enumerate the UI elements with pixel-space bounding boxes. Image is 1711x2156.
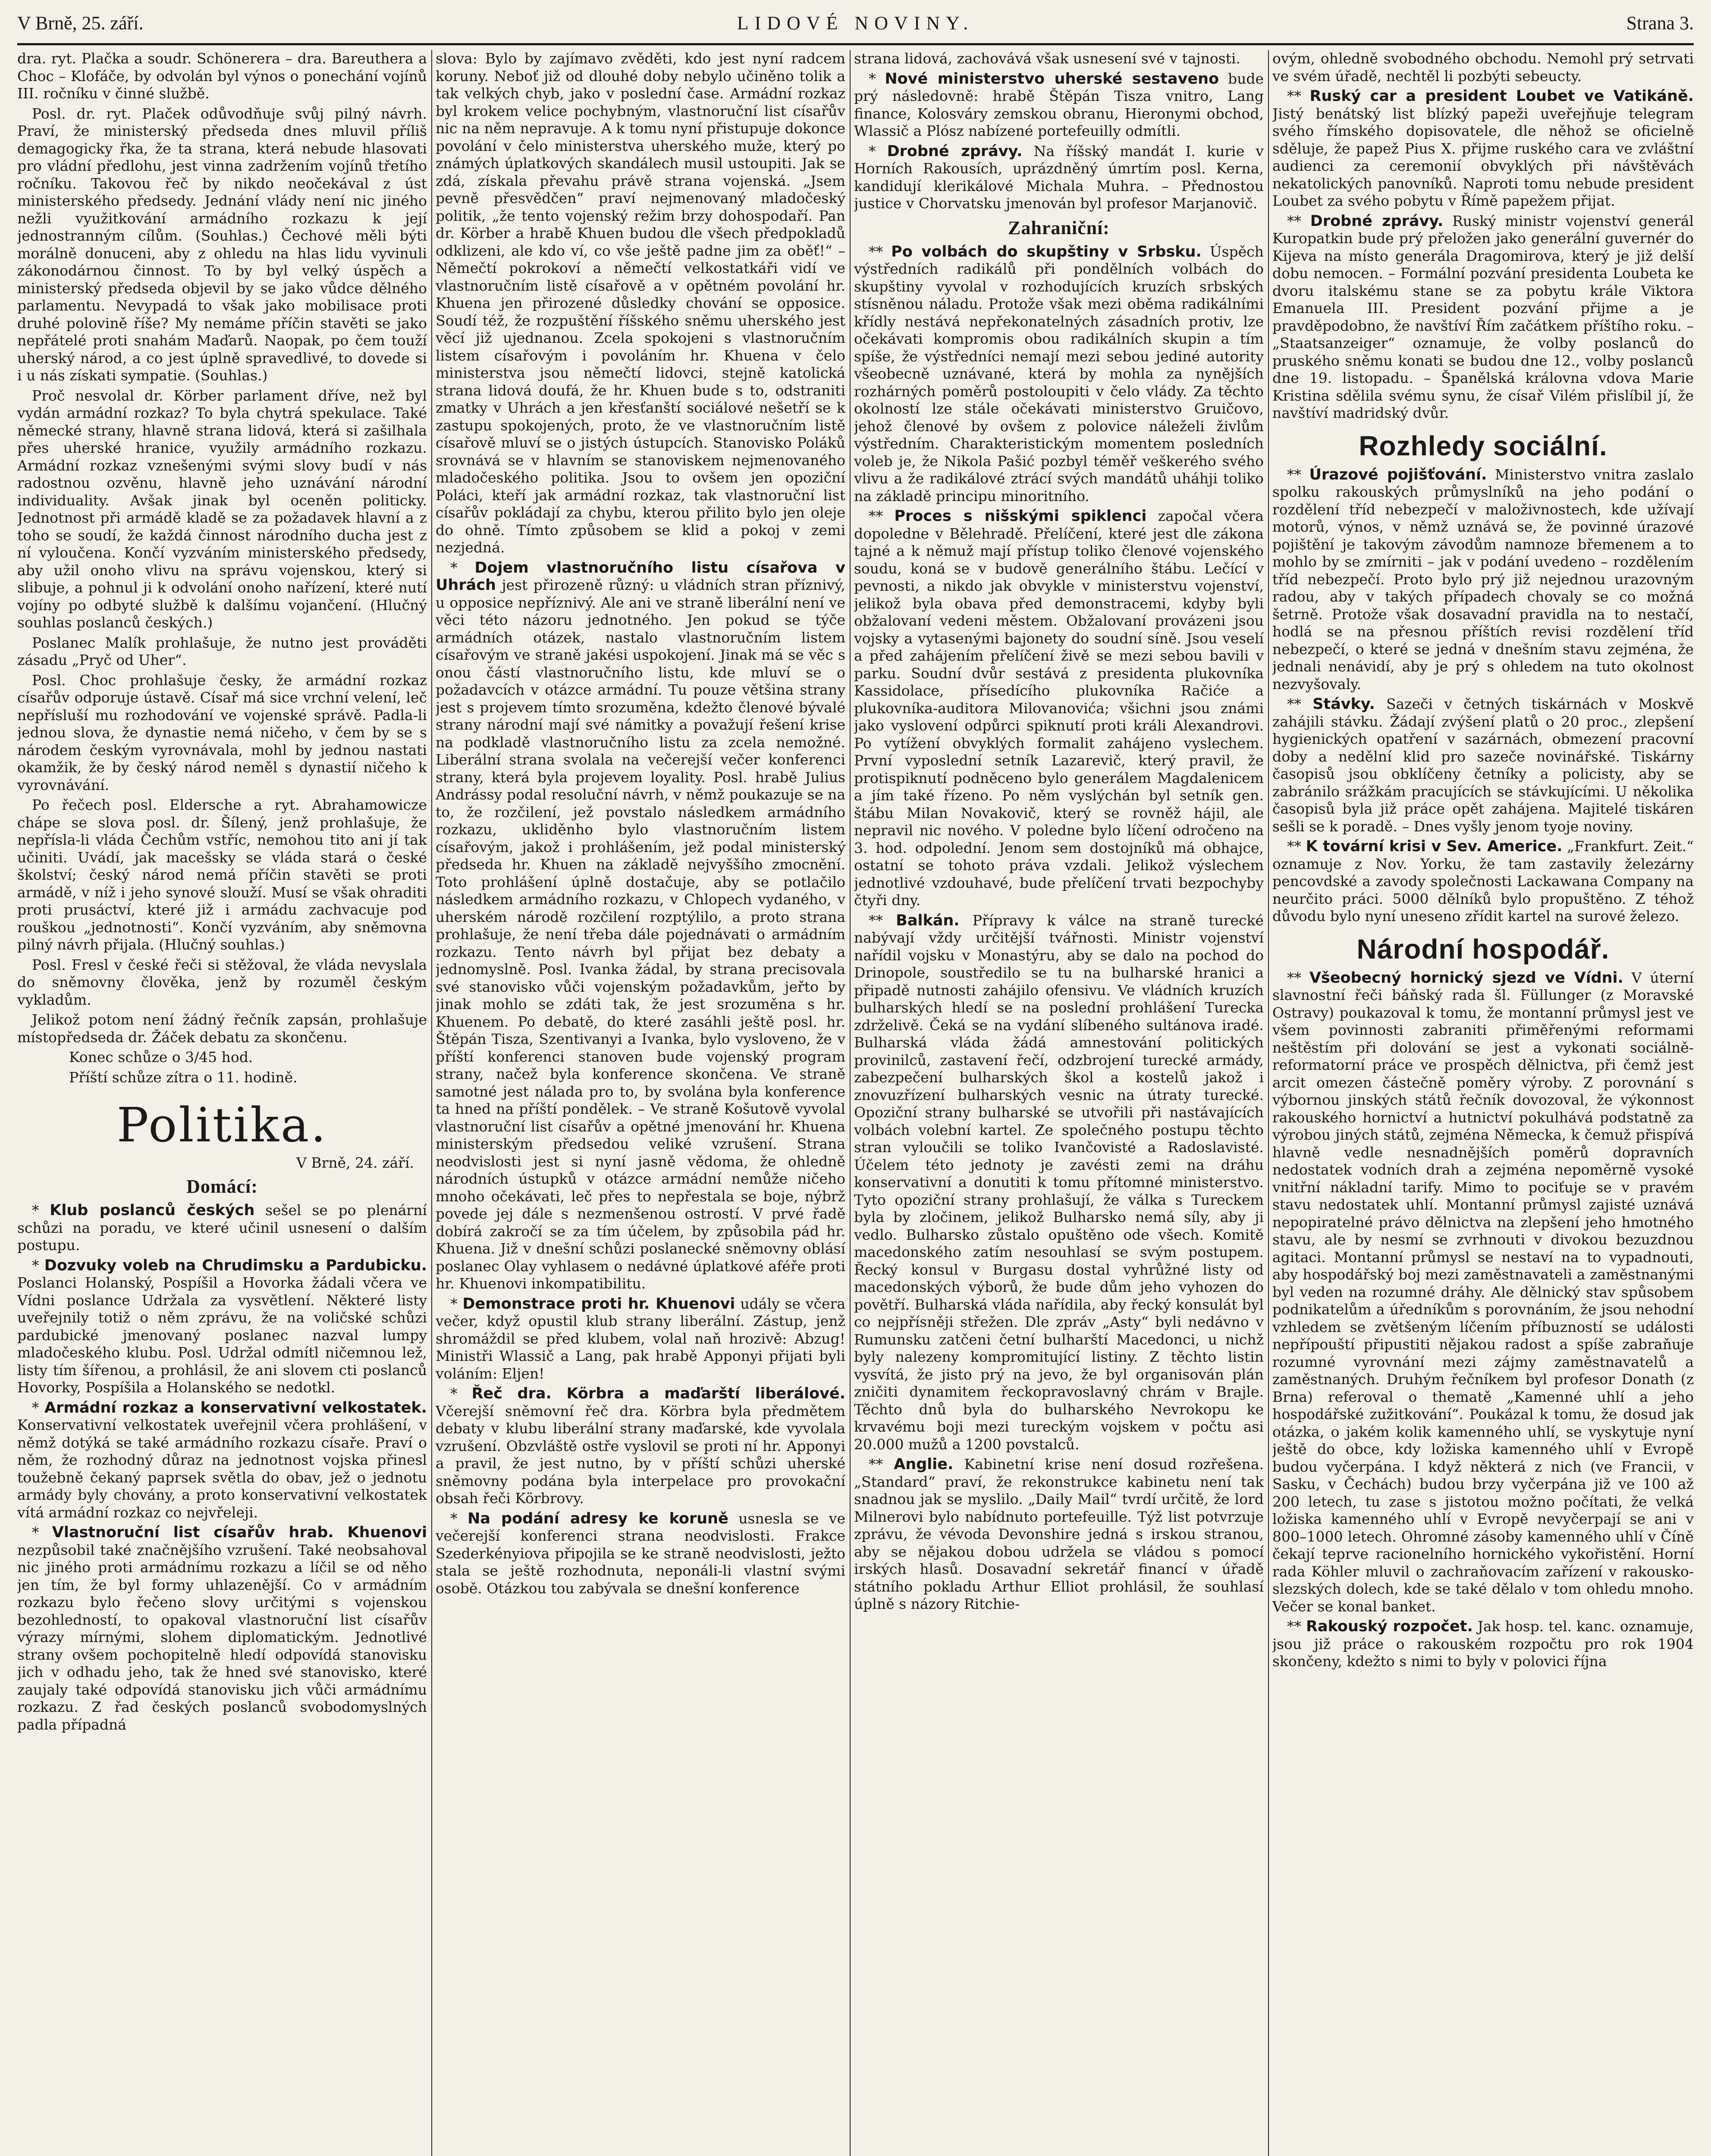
article-body: V úterní slavnostní řeči báňský rada šl. Füllunger (z Moravské Ostravy) poukazoval k tomu, že montanní průmysl jest ve všem povinnosti zabraniti přiměřenými reformami neštěstím při dolování se jest a vykonati sociálně-reformatorní práce ve prospěch dělnictva, při čemž jest arcit omezen částečně poměry výroby. Z porovnání s výbornou jinských států řečník dovozoval, že výkonnost rakouského hornictví a hutnictví pokulhává podstatně za výrobou jiných států, zejména Německa, k čemuž přispívá hlavně vedle nesnadnějších poměrů dopravních nedostatek vodních drah a zejména nepoměrně vysoké vnitřní nákladní tarify. Mimo to pociťuje se v pravém stavu nedostatek uhlí. Montanní průmysl zajisté uznává nepopiratelné právo dělnictva na zlepšení jeho hmotného stavu, ale by nesmí se zvrhnouti v divokou bezuzdnou agitaci. Montanní průmysl se nestaví na to vypadnouti, aby hospodářský boj mezi zaměstnavateli a zaměstnanými byl veden na rozumné dráhy. Ale dělnický stav spůsobem podnikatelům a úředníkům s porovnáním, že jsou nehodní vzhledem se zvětšeným líčením příbuzností se události nepřípouští připustiti nějakou radost a spíše zabraňuje rozumné vyrovnání mezi zájmy zaměstnavatelů a zaměstnaných. Druhým řečníkem byl profesor Donath (z Brna) referoval o thematě „Kamenné uhlí a jeho hospodářské zužitkování“. Poukázal k tomu, že dosud jak otázka, o jakém kolik kamenného uhlí, se vyskytuje nyní ještě do obce, kdy ložiska kamenného uhlí v Evropě budou vyčerpána. I když některá z nich (ve Francii, v Sasku, v Čechách) budou brzy vyčerpána již ve 100 až 200 letech, tu zase s jistotou možno počítati, že velká ložiska kamenného uhlí v Evropě nevyčerpají se ani v 800–1000 letech. Ohromné zásoby kamenného uhlí v Číně čekají teprve racionelního hornického vykořistění. Horní rada Köhler mluvil o zachraňovacím zařízení v rakousko-slezských dolech, kde se také dělalo v tom ohledu mnoho. Večer se konal banket. <box>1272 969 1694 1615</box>
column-divider <box>431 50 432 2156</box>
section-dateline: V Brně, 24. září. <box>296 1154 414 1171</box>
article-body: sešel se po plenární schůzi na poradu, ve které učinil usnesení o dalším postupu. <box>17 1202 427 1253</box>
article-body: jest přirozeně různý: u vládních stran příznivý, u opposice nepříznivý. Ale ani ve straně liberální není ve věci této názoru jednotného. Jen pokud se týče armádních otázek, nastalo vlastnoručním listem císařovým ve straně jakési uspokojení. Jinak má se věc s onou částí vlastnoručního listu, kde mluví se o požadavcích v otázce armádní. Tu pouze většina strany jest s projevem tímto srozuměna, kdežto členové bývalé strany národní mají své námitky a považují řešení krise na podkladě vlastnoručního listu za zcela nemožné. Liberální strana svolala na večerejší večer konferenci strany, která byla projevem loyality. Posl. hrabě Julius Andrássy podal resoluční návrh, v němž poukazuje se na to, že rozčilení, jež povstalo následkem armádního rozkazu, ukliděnho bylo vlastnoručním listem císařovým, jakož i prohlášením, jež podal ministerský předseda hr. Khuen na základě nejvyššího zmocnění. Toto prohlášení úplně dostačuje, aby se potlačilo následkem armádního rozkazu, v Chlopech vydaného, v uherském národě rozčilení rozptýlilo, a proto strana prohlašuje, že není třeba dále pojednávati o armádním rozkazu. Tento návrh byl přijat bez debaty a jednomyslně. Posl. Ivanka žádal, by strana precisovala své stanovisko vůči vojenským požadavkům, jeřto by jinak mohlo se zdáti tak, že jest srozuměna s hr. Khuenem. Po debatě, do které zasáhli ještě posl. hr. Štěpán Tisza, Szentivanyi a Ivanka, bylo vysloveno, že v příští konferenci stanoven bude vojenský program strany, načež byla konference skončena. Ve straně samotné jest nálada pro to, by svolána byla konference ta hned na příští pondělek. – Ve straně Košutově vyvolal vlastnoruční list císařův a opětné jmenování hr. Khuena ministerským předsedou veliké vzrušení. Strana neodvislosti jest si nyní jasně vědoma, že ohledně národních ústupků v otázce armádní nemůže ničeho mnoho očekávati, leč přes to nepřestala se boje, nýbrž povede jej dále s nezmenšenou ostrostí. V prvé řadě dobírá zakročí se za tím účelem, by způsobila pád hr. Khuena. Již v dnešní schůzi poslanecké sněmovny oblásí poslanec Olay vyhlasem o nedávné úplatkové aféře proti hr. Khuenovi inkompatibilitu. <box>436 577 845 1292</box>
article-body: Včerejší sněmovní řeč dra. Körbra byla předmětem debaty v klubu liberální strany maďarské, kde vyvolala vzrušení. Obzvláště ostře vyslovil se proti ní hr. Apponyi a pravil, že jest nutno, by v příští schůzi uherské sněmovny podána byla interpelace pro provokační obsah řeči Körbrovy. <box>436 1402 845 1507</box>
subsection-title-zahranicni: Zahraniční: <box>1008 217 1110 238</box>
article-body: Ministerstvo vnitra zaslalo spolku rakouských průmyslníků na jeho podání o rozdělení tříd nebezpečí v maloživnostech, kde užívají motorů, výnos, v němž uznává se, že povinné úrazové pojištění je takovým závodům namnoze břemenem a to mohlo by se zmírniti – jak v podání uvedeno – rozdělením tříd nebezpečí. Proto bylo prý již nejednou urazovným radou, aby v takých případech chovaly se co možná šetrně. Protože však dosavadní pravidla na to nestačí, hodlá se na přesnou příštích revisi rozdělení tříd nebezpečí, o které se jedná v dnešním stavu zejména, že jednali nenávidí, aby je prý s ohledem na tuto okolnost nezvyšovaly. <box>1272 466 1694 693</box>
section-title-rozhledy-socialni: Rozhledy sociální. <box>1359 430 1607 461</box>
paragraph: Příští schůze zítra o 11. hodině. <box>69 1069 298 1086</box>
article-body: Poslanci Holanský, Pospíšil a Hovorka žádali včera ve Vídni poslance Udržala za vysvětlení. Některé listy uveřejnily totiž o něm zprávu, že na voličské schůzi pardubické jmenovaný poslanec nazval lumpy mladočeského klubu. Posl. Udržal odmítl ničemnou lež, listy tím šířenou, a prohlásil, že ani slovem cti poslanců Hovorky, Pospíšila a Holanského se nedotkl. <box>17 1274 427 1396</box>
column-1: dra. ryt. Plačka a soudr. Schönerera – dra. Bareuthera a Choc – Klofáče, by odvolán byl výnos o ponechání vojínů III. ročníku v činné službě. Posl. dr. ryt. Plaček odůvodňuje svůj pilný návrh. Praví, že ministerský předseda dnes mluvil příliš demagogicky řka, že ta strana, která nebude hlasovati pro vládní předlohu, jest vinna zadržením vojínů třetího ročníku. Takovou řeč by nikdo neočekával z úst ministerského předsedy. Jednání vlády není nic jiného nežli využitkování armádního rozkazu k její jednostranným cílům. (Souhlas.) Čechové měli býti morálně donuceni, aby z ohledu na hlas lidu vyvinuli zákonodárnou činnost. To by byl velký úspěch a ministerský předseda objevil by se jako vůdce dělného parlamentu. Nevypadá to však jako mobilisace proti druhé polovině říše? My nemáme příčin stavěti se jako nepřátelé proti snahám Maďarů. Naopak, po čem touží uherský národ, a co jest úplně spravedlivé, to dovede si i u nás získati sympatie. (Souhlas.) Proč nesvolal dr. Körber parlament dříve, než byl vydán armádní rozkaz? To byla chytrá spekulace. Také německé strany, hlavně strana lidová, která si zašilhala přes uherské hranice, využily armádního rozkazu. Armádní rozkaz vznešenými svými slovy budí v nás radostnou ozvěnu, hlavně jeho uznávání národní individuality. Avšak jinak byl oceněn politicky. Jednotnost při armádě kladě se za požadavek hlavní a z toho se soudí, že každá činnost národního ducha jest z ní vyloučena. Končí vyzváním ministerského předsedy, aby užil onoho vlivu na správu vojenskou, který si slibuje, a pohnul ji k odvolání onoho nařízení, které nutí vojíny po odbyté službě k dalšímu vojančení. (Hlučný souhlas poslanců českých.) Poslanec Malík prohlašuje, že nutno jest prováděti zásadu „Pryč od Uher“. Posl. Choc prohlašuje česky, že armádní rozkaz císařův odporuje ústavě. Císař má sice vrchní velení, leč nepřísluší mu rozhodování ve vojenské správě. Padla-li jednou slova, že dynastie nemá ničeho, v čem by se s národem českým vyrovnávala, mohl by jednou nastati okamžik, že by český národ neměl s dynastií ničeho k vyrovnávání. Po řečech posl. Eldersche a ryt. Abrahamowicze chápe se slova posl. dr. Šílený, jenž prohlašuje, že nepřísla-li vláda Čechům vstříc, nemohou tito ani jí tak učiniti. Uvádí, jak macešsky se vláda stará o české školství; český národ nemá příčin stavěti se proti armádě, v níž i jeho synové slouží. Musí se však ohraditi proti prusáctví, které již i armádu zachvacuje pod rouškou „jednotnosti“. Končí vyzváním, aby sněmovna pilný návrh přijala. (Hlučný souhlas.) Posl. Fresl v české řeči si stěžoval, že vláda nevyslala do sněmovny člověka, jenž by rozuměl českým vykladům. Jelikož potom není žádný řečník zapsán, prohlašuje místopředseda dr. Žáček debatu za skončenu. Konec schůze o 3/45 hod. Příští schůze zítra o 11. hodině. Politika. V Brně, 24. září. Domácí: * Klub poslanců českých sešel se po plenární schůzi na poradu, ve které učinil usnesení o dalším postupu. * Dozvuky voleb na Chrudimsku a Pardubicku. Poslanci Holanský, Pospíšil a Hovorka žádali včera ve Vídni poslance Udržala za vysvětlení. Některé listy uveřejnily totiž o něm zprávu, že na voličské schůzi pardubické jmenovaný poslanec nazval lumpy mladočeského klubu. Posl. Udržal odmítl ničemnou lež, listy tím šířenou, a prohlásil, že ani slovem cti poslanců Hovorky, Pospíšila a Holanského se nedotkl. * Armádní rozkaz a konservativní velkostatek. Konservativní velkostatek uveřejnil včera prohlášení, v němž dotýká se také armádního rozkazu císaře. Praví o něm, že rozhodný důraz na jednotnost vojska přinesl toužebně čekaný paprsek světla do obav, jež o jednotu armády byly chovány, a proto konservativní velkostatek vítá armádní rozkaz co nejvřeleji. * Vlastnoruční list císařův hrab. Khuenovi nezpůsobil také značnějšího vzrušení. Také neobsahoval nic jiného proti armádnímu rozkazu a líčil se od něho jen tím, že byl formy uhlazenější. Co v armádním rozkazu bylo řečeno slovy určitými s vojenskou bezohledností, to opakoval vlastnoruční list císařův výrazy mírnými, slohem diplomatickým. Jednotlivé strany ovšem pochopitelně hledí odpovídá stanovisku jich v odhadu jeho, tak že hned své stanovisko, které zaujaly také odpovídá stanovisku jich vůči armádnímu rozkazu. Z řad českých poslanců svobodomyslných padla případná <box>17 50 427 1733</box>
article-body: Sazeči v četných tiskárnách v Moskvě zahájili stávku. Žádají zvýšení platů o 20 proc., zlepšení hygienických opatření v sazárnách, obmezení pracovní doby a nedělní klid pro sazeče novinářské. Tiskárny časopisů jsou obklíčeny četníky a policisty, aby se zabránilo srážkám pracujících se stávkujícími. U několika časopisů byla již práce opět zahájena. Majitelé tiskáren sešli se k poradě. – Dnes vyšly jenom tyoje noviny. <box>1272 696 1694 835</box>
paragraph: Po řečech posl. Eldersche a ryt. Abrahamowicze chápe se slova posl. dr. Šílený, jenž prohlašuje, že nepřísla-li vláda Čechům vstříc, nemohou tito ani jí tak učiniti. Uvádí, jak macešsky se vláda stará o české školství; český národ nemá příčin stavěti se proti armádě, v níž i jeho synové slouží. Musí se však ohraditi proti prusáctví, které již i armádu zachvacuje pod rouškou „jednotnosti“. Končí vyzváním, aby sněmovna pilný návrh přijala. (Hlučný souhlas.) <box>17 796 427 953</box>
article-headline: Balkán. <box>896 912 960 929</box>
article-headline: Všeobecný hornický sjezd ve Vídni. <box>1309 969 1623 987</box>
article-headline: Anglie. <box>894 1456 954 1473</box>
paragraph: ovým, ohledně svobodného obchodu. Nemohl prý setrvati ve svém úřadě, nechtěl li pozbýti sebeucty. <box>1272 50 1694 85</box>
article-body: Ruský ministr vojenství generál Kuropatkin bude prý přeložen jako generální guvernér do Kijeva na místo generála Dragomirova, který je již delší dobu nemocen. – Formální pozvání presidenta Loubeta ke dvoru italskému stane se za pobytu krále Viktora Emanuela III. President pozvání přijme a je pravděpodobno, že navštíví Řím začátkem příštího roku. – „Staatsanzeiger“ oznamuje, že volby poslanců do pruského sněmu konati se budou dne 12., volby poslanců dne 19. listopadu. – Španělská královna vdova Marie Kristina sdělila svému synu, že císař Vilém přislíbil jí, že navštíví madridský dvůr. <box>1272 212 1694 421</box>
page-header <box>17 12 1694 42</box>
article-headline: Úrazové pojišťování. <box>1309 466 1487 483</box>
article-headline: Drobné zprávy. <box>887 142 1023 160</box>
newspaper-masthead: LIDOVÉ NOVINY. <box>737 13 974 34</box>
article-body: udály se včera večer, když opustil klub strany liberální. Zástup, jenž shromáždil se před klubem, volal naň hrozivě: Abzug! Ministři Wlassič a Lang, pak hrabě Apponyi přijati byli voláním: Eljen! <box>436 1295 845 1382</box>
paragraph: Konec schůze o 3/45 hod. <box>69 1049 253 1065</box>
article-body: Přípravy k válce na straně turecké nabývají vždy určitější tvářnosti. Ministr vojenství nařídil vojsku v Monastýru, aby se dalo na pochod do Drinopole, soustředilo se tu na bulharské hranici a připadě nutnosti zahájilo ofensivu. Ve vládních kruzích bulharských hledí se na poslední prohlášení Turecka zdrželivě. Čeká se na vydání slíbeného sultánova iradé. Bulharská vláda žádá amnestování politických provinilců, zastavení řečí, odzbrojení turecké armády, zabezpečení bulharských škol a kostelů jakož i znovuzřízení bulharských vesnic na útraty turecké. Opoziční strany bulharské se utvořili při nastávajících volbách volební kartel. Ze společného postupu těchto stran vyloučili se toliko Ivančovisté a Radoslavisté. Účelem této jednoty je zavésti zemi na dráhu konservativní a donutiti k tomu přítomné ministerstvo. Tyto opoziční strany prohlašují, že válka s Tureckem byla by zločinem, jelikož Bulharsko nemá síly, aby ji vedlo. Bulharsko zůstalo opuštěno ode všech. Komitě macedonského zatím nesouhlasí se svým postupem. Řecký konsul v Burgasu dostal vyhrůžné listy od macedonských výborů, že bude dům jeho vyhozen do povětří. Bulharská vláda nařídila, aby řecký konsulát byl co nejpřísněji střežen. Dle zpráv „Asty“ byli nedávno v Rumunsku zatčeni četní bulharští Macedonci, u nichž byly nalezeny kompromitující listiny. Z těchto listin vysvítá, že jisto prý na jevo, že byl organisován plán zničiti dynamitem řeckopravoslavný chrám v Brajle. Těchto dnů byla do bulharského Nevrokopu ke krvavému boji mezi tureckým vojskem v počtu asi 20.000 mužů a 1200 povstalců. <box>854 912 1264 1453</box>
paragraph: Jelikož potom není žádný řečník zapsán, prohlašuje místopředseda dr. Žáček debatu za skončenu. <box>17 1011 427 1046</box>
article-body: Jistý benátský list blízký papeži uveřejňuje telegram svého římského dopisovatele, dle něhož se oficielně sděluje, že papež Pius X. přijme ruského cara ve zvláštní audienci za ceremonií obvyklých při návštěvách nekatolických panovníků. Naproti tomu nebude president Loubet za svého pobytu v Římě papežem přijat. <box>1272 105 1694 209</box>
article-body: bude prý následovně: hrabě Štěpán Tisza vnitro, Lang finance, Kolosváry zemskou obranu, Hieronymi obchod, Wlassič a Plósz nabízené portefeuilly odmítli. <box>854 70 1264 139</box>
article-headline: Klub poslanců českých <box>50 1202 255 1219</box>
header-dateline: V Brně, 25. září. <box>17 13 144 34</box>
paragraph: strana lidová, zachovává však usnesení své v tajnosti. <box>854 50 1240 67</box>
article-headline: Dozvuky voleb na Chrudimsku a Pardubicku. <box>44 1257 427 1274</box>
article-headline: Stávky. <box>1312 696 1375 713</box>
article-headline: Dojem vlastnoručního listu císařova v Uhrách <box>436 559 845 594</box>
section-title-politika: Politika. <box>116 1097 328 1153</box>
column-3: strana lidová, zachovává však usnesení své v tajnosti. * Nové ministerstvo uherské sestaveno bude prý následovně: hrabě Štěpán Tisza vnitro, Lang finance, Kolosváry zemskou obranu, Hieronymi obchod, Wlassič a Plósz nabízené portefeuilly odmítli. * Drobné zprávy. Na říšský mandát I. kurie v Horních Rakousích, uprázdněný úmrtím posl. Kerna, kandidují klerikálové Michala Muhra. – Přednostou justice v Chorvatsku jmenován byl profesor Marjanovič. Zahraniční: ** Po volbách do skupštiny v Srbsku. Úspěch výstředních radikálů při pondělních volbách do skupštiny vyvolal v rozhodujících kruzích srbských stísněnou náladu. Protože však mezi oběma radikálními křídly nestává nepřekonatelných zásadních protiv, lze očekávati kompromis obou radikálních skupin a tím spíše, že výstředníci nemají mezi sebou jediné autority všeobecně uznávané, která by mohla za nynějších rozhárných poměrů postoloupiti v čelo vlády. Za těchto okolností lze stále očekávati ministerstvo Gruičovo, jehož členové by ovšem z polovice náleželi živlům výstředním. Charakteristickým momentem posledních voleb je, že Nikola Pašić pozbyl téměř veškerého svého vlivu a že radikálové ztrácí svých mandátů uháhji toliko na základě principu minoritního. ** Proces s nišskými spiklenci započal včera dopoledne v Bělehradě. Přelíčení, které jest dle zákona tajné a k němuž mají přístup toliko členové vojenského soudu, koná se v budově generálního štábu. Lečící v pevnosti, a nikdo jak obvykle v ministerstvu vojenství, jelikož byla obava před demonstracemi, kdyby byli obžalovaní vedeni městem. Obžalovaní provázeni jsou vojsky a vytasenými bajonety do soudní síně. Jsou veselí a před zahájením přelíčení živě se mezi sebou bavili v parku. Soudní dvůr sestává z presidenta plukovníka Kassidolace, přísedícího plukovníka Račiće a plukovníka-auditora Milovanovića; všichni jsou známi jako vyslovení odpůrci spiknutí proti králi Alexandrovi. Po vytížení obvyklých formalit zahájeno vyslechem. První vyposlední setník Lazarevič, který pravil, že protispiknutí podněceno bylo generálem Magdalenicem a jím také řízeno. Po něm vyslýchán byl setník gen. štábu Milan Novakovič, který se rovněž hájil, ale nepravil nic nového. V poledne bylo líčení odročeno na 3. hod. odpolední. Jenom sem dostojníků má obhajce, ostatní se tohoto práva vzdali. Jelikož výslechem jednotlivé vzdouhavé, bude přelíčení trvati bezpochyby čtyři dny. ** Balkán. Přípravy k válce na straně turecké nabývají vždy určitější tvářnosti. Ministr vojenství nařídil vojsku v Monastýru, aby se dalo na pochod do Drinopole, soustředilo se tu na bulharské hranici a připadě nutnosti zahájilo ofensivu. Ve vládních kruzích bulharských hledí se na poslední prohlášení Turecka zdrželivě. Čeká se na vydání slíbeného sultánova iradé. Bulharská vláda žádá amnestování politických provinilců, zastavení řečí, odzbrojení turecké armády, zabezpečení bulharských škol a kostelů jakož i znovuzřízení bulharských vesnic na útraty turecké. Opoziční strany bulharské se utvořili při nastávajících volbách volební kartel. Ze společného postupu těchto stran vyloučili se toliko Ivančovisté a Radoslavisté. Účelem této jednoty je zavésti zemi na dráhu konservativní a donutiti k tomu přítomné ministerstvo. Tyto opoziční strany prohlašují, že válka s Tureckem byla by zločinem, jelikož Bulharsko nemá síly, aby ji vedlo. Bulharsko zůstalo opuštěno ode všech. Komitě macedonského zatím nesouhlasí se svým postupem. Řecký konsul v Burgasu dostal vyhrůžné listy od macedonských výborů, že bude dům jeho vyhozen do povětří. Bulharská vláda nařídila, aby řecký konsulát byl co nejpřísněji střežen. Dle zpráv „Asty“ byli nedávno v Rumunsku zatčeni četní bulharští Macedonci, u nichž byly nalezeny kompromitující listiny. Z těchto listin vysvítá, že jisto prý na jevo, že byl organisován plán zničiti dynamitem řeckopravoslavný chrám v Brajle. Těchto dnů byla do bulharského Nevrokopu ke krvavému boji mezi tureckým vojskem v počtu asi 20.000 mužů a 1200 povstalců. ** Anglie. Kabinetní krise není dosud rozřešena. „Standard“ praví, že rekonstrukce kabinetu není tak snadnou jak se myslilo. „Daily Mail“ tvrdí určitě, že lord Milnerovi bylo nabídnuto portefeuille. Týž list potvrzuje zprávu, že vévoda Devonshire jedná s irskou stranou, aby se nějakou dobou udržela se vládou s pomocí irských hlasů. Dosavadní sekretář financí v úřadě státního pokladu Arthur Elliot prohlásil, že souhlasí úplně s názory Ritchie- <box>854 50 1264 1612</box>
paragraph: Posl. Choc prohlašuje česky, že armádní rozkaz císařův odporuje ústavě. Císař má sice vrchní velení, leč nepřísluší mu rozhodování ve vojenské správě. Padla-li jednou slova, že dynastie nemá ničeho, v čem by se s národem českým vyrovnávala, mohl by jednou nastati okamžik, že by český národ neměl s dynastií ničeho k vyrovnávání. <box>17 671 427 793</box>
column-4: ovým, ohledně svobodného obchodu. Nemohl prý setrvati ve svém úřadě, nechtěl li pozbýti sebeucty. ** Ruský car a president Loubet ve Vatikáně. Jistý benátský list blízký papeži uveřejňuje telegram svého římského dopisovatele, dle něhož se oficielně sděluje, že papež Pius X. přijme ruského cara ve zvláštní audienci za ceremonií obvyklých při návštěvách nekatolických panovníků. Naproti tomu nebude president Loubet za svého pobytu v Římě papežem přijat. ** Drobné zprávy. Ruský ministr vojenství generál Kuropatkin bude prý přeložen jako generální guvernér do Kijeva na místo generála Dragomirova, který je již delší dobu nemocen. – Formální pozvání presidenta Loubeta ke dvoru italskému stane se za pobytu krále Viktora Emanuela III. President pozvání přijme a je pravděpodobno, že navštíví Řím začátkem příštího roku. – „Staatsanzeiger“ oznamuje, že volby poslanců do pruského sněmu konati se budou dne 12., volby poslanců dne 19. listopadu. – Španělská královna vdova Marie Kristina sdělila svému synu, že císař Vilém přislíbil jí, že navštíví madridský dvůr. Rozhledy sociální. ** Úrazové pojišťování. Ministerstvo vnitra zaslalo spolku rakouských průmyslníků na jeho podání o rozdělení tříd nebezpečí v maloživnostech, kde užívají motorů, výnos, v němž uznává se, že povinné úrazové pojištění je takovým závodům namnoze břemenem a to mohlo by se zmírniti – jak v podání uvedeno – rozdělením tříd nebezpečí. Proto bylo prý již nejednou urazovným radou, aby v takých případech chovaly se co možná šetrně. Protože však dosavadní pravidla na to nestačí, hodlá se na přesnou příštích revisi rozdělení tříd nebezpečí, o které se jedná v dnešním stavu zejména, že jednali nenávidí, aby je prý s ohledem na tuto okolnost nezvyšovaly. ** Stávky. Sazeči v četných tiskárnách v Moskvě zahájili stávku. Žádají zvýšení platů o 20 proc., zlepšení hygienických opatření v sazárnách, obmezení pracovní doby a nedělní klid pro sazeče novinářské. Tiskárny časopisů jsou obklíčeny četníky a policisty, aby se zabránilo srážkám pracujících se stávkujícími. U několika časopisů byla již práce opět zahájena. Majitelé tiskáren sešli se k poradě. – Dnes vyšly jenom tyoje noviny. ** K tovární krisi v Sev. Americe. „Frankfurt. Zeit.“ oznamuje z Nov. Yorku, že tam zastavily železárny pencovdské a zavody společnosti Lackawana Company na neurčito práci. 5000 dělníků bylo propuštěno. Z téhož důvodu bylo nyní uneseno zřídit kartel na surové železo. Národní hospodář. ** Všeobecný hornický sjezd ve Vídni. V úterní slavnostní řeči báňský rada šl. Füllunger (z Moravské Ostravy) poukazoval k tomu, že montanní průmysl jest ve všem povinnosti zabraniti přiměřenými reformami neštěstím při dolování se jest a vykonati sociálně-reformatorní práce ve prospěch dělnictva, při čemž jest arcit omezen částečně poměry výroby. Z porovnání s výbornou jinských států řečník dovozoval, že výkonnost rakouského hornictví a hutnictví pokulhává podstatně za výrobou jiných států, zejména Německa, k čemuž přispívá hlavně vedle nesnadnějších poměrů dopravních nedostatek vodních drah a zejména nepoměrně vysoké vnitřní nákladní tarify. Mimo to pociťuje se v pravém stavu nedostatek uhlí. Montanní průmysl zajisté uznává nepopiratelné právo dělnictva na zlepšení jeho hmotného stavu, ale by nesmí se zvrhnouti v divokou bezuzdnou agitaci. Montanní průmysl se nestaví na to vypadnouti, aby hospodářský boj mezi zaměstnavateli a zaměstnanými byl veden na rozumné dráhy. Ale dělnický stav spůsobem podnikatelům a úředníkům s porovnáním, že jsou nehodní vzhledem se zvětšeným líčením příbuzností se události nepřípouští připustiti nějakou radost a spíše zabraňuje rozumné vyrovnání mezi zájmy zaměstnavatelů a zaměstnaných. Druhým řečníkem byl profesor Donath (z Brna) referoval o thematě „Kamenné uhlí a jeho hospodářské zužitkování“. Poukázal k tomu, že dosud jak otázka, o jakém kolik kamenného uhlí, se vyskytuje nyní ještě do obce, kdy ložiska kamenného uhlí v Evropě budou vyčerpána. I když některá z nich (ve Francii, v Sasku, v Čechách) budou brzy vyčerpána již ve 100 až 200 letech, tu zase s jistotou možno počítati, že velká ložiska kamenného uhlí v Evropě nevyčerpají se ani v 800–1000 letech. Ohromné zásoby kamenného uhlí v Číně čekají teprve racionelního hornického vykořistění. Horní rada Köhler mluvil o zachraňovacím zařízení v rakousko-slezských dolech, kde se také dělalo v tom ohledu mnoho. Večer se konal banket. ** Rakouský rozpočet. Jak hosp. tel. kanc. oznamuje, jsou již práce o rakouském rozpočtu pro rok 1904 skončeny, kdežto s nimi to byly v polovici října <box>1272 50 1694 1670</box>
article-headline: K tovární krisi v Sev. Americe. <box>1306 838 1563 855</box>
paragraph: Poslanec Malík prohlašuje, že nutno jest prováděti zásadu „Pryč od Uher“. <box>17 634 427 668</box>
section-title-narodni-hospodar: Národní hospodář. <box>1356 933 1610 965</box>
article-headline: Po volbách do skupštiny v Srbsku. <box>891 243 1202 260</box>
article-body: Úspěch výstředních radikálů při pondělních volbách do skupštiny vyvolal v rozhodujících kruzích srbských stísněnou náladu. Protože však mezi oběma radikálními křídly nestává nepřekonatelných zásadních protiv, lze očekávati kompromis obou radikálních skupin a tím spíše, že výstředníci nemají mezi sebou jediné autority všeobecně uznávané, která by mohla za nynějších rozhárných poměrů postoloupiti v čelo vlády. Za těchto okolností lze stále očekávati ministerstvo Gruičovo, jehož členové by ovšem z polovice náleželi živlům výstředním. Charakteristickým momentem posledních voleb je, že Nikola Pašić pozbyl téměř veškerého svého vlivu a že radikálové ztrácí svých mandátů uháhji toliko na základě principu minoritního. <box>854 243 1264 505</box>
article-body: usnesla se ve večerejší konferenci strana neodvislosti. Frakce Szederkényiova připojila se ke straně neodvislosti, ježto stala se ještě rozhodnuta, neponáli-li vlastní svými osobě. Otázkou tou zabývala se dnešní konference <box>436 1510 845 1597</box>
article-headline: Proces s nišskými spiklenci <box>894 508 1147 525</box>
article-headline: Armádní rozkaz a konservativní velkostatek. <box>44 1399 427 1416</box>
article-body: Jak hosp. tel. kanc. oznamuje, jsou již práce o rakouském rozpočtu pro rok 1904 skončeny, kdežto s nimi to byly v polovici října <box>1272 1618 1694 1670</box>
article-body: Kabinetní krise není dosud rozřešena. „Standard“ praví, že rekonstrukce kabinetu není tak snadnou jak se myslilo. „Daily Mail“ tvrdí určitě, že lord Milnerovi bylo nabídnuto portefeuille. Týž list potvrzuje zprávu, že vévoda Devonshire jedná s irskou stranou, aby se nějakou dobou udržela se vládou s pomocí irských hlasů. Dosavadní sekretář financí v úřadě státního pokladu Arthur Elliot prohlásil, že souhlasí úplně s názory Ritchie- <box>854 1456 1264 1612</box>
article-body: „Frankfurt. Zeit.“ oznamuje z Nov. Yorku, že tam zastavily železárny pencovdské a zavody společnosti Lackawana Company na neurčito práci. 5000 dělníků bylo propuštěno. Z téhož důvodu bylo nyní uneseno zřídit kartel na surové železo. <box>1272 838 1694 924</box>
article-headline: Na podání adresy ke koruně <box>467 1510 728 1527</box>
column-divider <box>850 50 851 2156</box>
article-headline: Ruský car a president Loubet ve Vatikáně. <box>1309 88 1694 105</box>
article-headline: Demonstrace proti hr. Khuenovi <box>462 1295 735 1313</box>
article-body: Na říšský mandát I. kurie v Horních Rakousích, uprázdněný úmrtím posl. Kerna, kandidují klerikálové Michala Muhra. – Přednostou justice v Chorvatsku jmenován byl profesor Marjanovič. <box>854 142 1264 212</box>
header-rule <box>17 43 1694 45</box>
article-headline: Rakouský rozpočet. <box>1306 1618 1473 1635</box>
article-body: započal včera dopoledne v Bělehradě. Přelíčení, které jest dle zákona tajné a k němuž mají přístup toliko členové vojenského soudu, koná se v budově generálního štábu. Lečící v pevnosti, a nikdo jak obvykle v ministerstvu vojenství, jelikož byla obava před demonstracemi, kdyby byli obžalovaní vedeni městem. Obžalovaní provázeni jsou vojsky a vytasenými bajonety do soudní síně. Jsou veselí a před zahájením přelíčení živě se mezi sebou bavili v parku. Soudní dvůr sestává z presidenta plukovníka Kassidolace, přísedícího plukovníka Račiće a plukovníka-auditora Milovanovića; všichni jsou známi jako vyslovení odpůrci spiknutí proti králi Alexandrovi. Po vytížení obvyklých formalit zahájeno vyslechem. První vyposlední setník Lazarevič, který pravil, že protispiknutí podněceno bylo generálem Magdalenicem a jím také řízeno. Po něm vyslýchán byl setník gen. štábu Milan Novakovič, který se rovněž hájil, ale nepravil nic nového. V poledne bylo líčení odročeno na 3. hod. odpolední. Jenom sem dostojníků má obhajce, ostatní se tohoto práva vzdali. Jelikož výslechem jednotlivé vzdouhavé, bude přelíčení trvati bezpochyby čtyři dny. <box>854 508 1264 909</box>
paragraph: Proč nesvolal dr. Körber parlament dříve, než byl vydán armádní rozkaz? To byla chytrá spekulace. Také německé strany, hlavně strana lidová, která si zašilhala přes uherské hranice, využily armádního rozkazu. Armádní rozkaz vznešenými svými slovy budí v nás radostnou ozvěnu, hlavně jeho uznávání národní individuality. Avšak jinak byl oceněn politicky. Jednotnost při armádě kladě se za požadavek hlavní a z toho se soudí, že každá činnost národního ducha jest z ní vyloučena. Končí vyzváním ministerského předsedy, aby užil onoho vlivu na správu vojenskou, který si slibuje, a pohnul ji k odvolání onoho nařízení, které nutí vojíny po odbyté službě k dalšímu vojančení. (Hlučný souhlas poslanců českých.) <box>17 387 427 631</box>
article-body: Konservativní velkostatek uveřejnil včera prohlášení, v němž dotýká se také armádního rozkazu císaře. Praví o něm, že rozhodný důraz na jednotnost vojska přinesl toužebně čekaný paprsek světla do obav, jež o jednotu armády byly chovány, a proto konservativní velkostatek vítá armádní rozkaz co nejvřeleji. <box>17 1416 427 1521</box>
column-divider <box>1268 50 1269 2156</box>
page-number: Strana 3. <box>1626 13 1694 34</box>
column-2: slova: Bylo by zajímavo zvěděti, kdo jest nyní radcem koruny. Neboť již od dlouhé doby nebylo učiněno tolik a tak velkých chyb, jako v poslední čase. Armádní rozkaz byl krokem velice pochybným, vlastnoruční list císařův nic na něm nepravuje. A k tomu nyní přistupuje dokonce povolání v čelo ministerstva uherského muže, který po známých úplatkových skandálech musil ustoupiti. Jak se zdá, získala převahu právě strana vojenská. „Jsem pevně přesvědčen“ praví nejmenovaný mladočeský politik, „že tento vojenský režim brzy dohospodaří. Pan dr. Körber a hrabě Khuen budou dle všech předpokladů odklizeni, ale kdo ví, co vše ještě padne jim za oběť!“ – Němečtí pokrokoví a němečtí velkostatkáři vidí ve vlastnoručním listě císařově a v opětném povolání hr. Khuena jen přirozené důsledky chování se opposice. Soudí též, že rozpuštění říšského sněmu uherského jest věcí již ujednanou. Zcela spokojeni s vlastnoručním listem císařovým i povoláním hr. Khuena v čelo ministerstva jsou němečtí lidovci, stejně katolická strana lidová doufá, že hr. Khuen bude s to, odstraniti zmatky v Uhrách a jen křesťanští sociálové nešetří se k zastupu spokojených, proto, že ve vlastnoručním listě císařově mluví se o jistých ústupcích. Stanovisko Poláků srovnává se v hlavním se stanoviskem nejmenovaného mladočeského politika. Jsou to ovšem jen opoziční Poláci, kteří jak armádní rozkaz, tak vlastnoruční list císařův pokládají za chybu, kterou přilito bylo jen oleje do ohně. Tímto způsobem se klid a pokoj v zemi nezjedná. * Dojem vlastnoručního listu císařova v Uhrách jest přirozeně různý: u vládních stran příznivý, u opposice nepříznivý. Ale ani ve straně liberální není ve věci této názoru jednotného. Jen pokud se týče armádních otázek, nastalo vlastnoručním listem císařovým ve straně jakési uspokojení. Jinak má se věc s onou částí vlastnoručního listu, kde mluví se o požadavcích v otázce armádní. Tu pouze většina strany jest s projevem tímto srozuměna, kdežto členové bývalé strany národní mají své námitky a považují řešení krise na podkladě vlastnoručního listu za zcela nemožné. Liberální strana svolala na večerejší večer konferenci strany, která byla projevem loyality. Posl. hrabě Julius Andrássy podal resoluční návrh, v němž poukazuje se na to, že rozčilení, jež povstalo následkem armádního rozkazu, ukliděnho bylo vlastnoručním listem císařovým, jakož i prohlášením, jež podal ministerský předseda hr. Khuen na základě nejvyššího zmocnění. Toto prohlášení úplně dostačuje, aby se potlačilo následkem armádního rozkazu, v Chlopech vydaného, v uherském národě rozčilení rozptýlilo, a proto strana prohlašuje, že není třeba dále pojednávati o armádním rozkazu. Tento návrh byl přijat bez debaty a jednomyslně. Posl. Ivanka žádal, by strana precisovala své stanovisko vůči vojenským požadavkům, jeřto by jinak mohlo se zdáti tak, že jest srozuměna s hr. Khuenem. Po debatě, do které zasáhli ještě posl. hr. Štěpán Tisza, Szentivanyi a Ivanka, bylo vysloveno, že v příští konferenci stanoven bude vojenský program strany, načež byla konference skončena. Ve straně samotné jest nálada pro to, by svolána byla konference ta hned na příští pondělek. – Ve straně Košutově vyvolal vlastnoruční list císařův a opětné jmenování hr. Khuena ministerským předsedou veliké vzrušení. Strana neodvislosti jest si nyní jasně vědoma, že ohledně národních ústupků v otázce armádní nemůže ničeho mnoho očekávati, leč přes to nepřestala se boje, nýbrž povede jej dále s nezmenšenou ostrostí. V prvé řadě dobírá zakročí se za tím účelem, by způsobila pád hr. Khuena. Již v dnešní schůzi poslanecké sněmovny oblásí poslanec Olay vyhlasem o nedávné úplatkové aféře proti hr. Khuenovi inkompatibilitu. * Demonstrace proti hr. Khuenovi udály se včera večer, když opustil klub strany liberální. Zástup, jenž shromáždil se před klubem, volal naň hrozivě: Abzug! Ministři Wlassič a Lang, pak hrabě Apponyi přijati byli voláním: Eljen! * Řeč dra. Körbra a maďarští liberálové. Včerejší sněmovní řeč dra. Körbra byla předmětem debaty v klubu liberální strany maďarské, kde vyvolala vzrušení. Obzvláště ostře vyslovil se proti ní hr. Apponyi a pravil, že jest nutno, by v příští schůzi uherské sněmovny podána byla interpelace pro provokační obsah řeči Körbrovy. * Na podání adresy ke koruně usnesla se ve večerejší konferenci strana neodvislosti. Frakce Szederkényiova připojila se ke straně neodvislosti, ježto stala se ještě rozhodnuta, neponáli-li vlastní svými osobě. Otázkou tou zabývala se dnešní konference <box>436 50 845 1597</box>
subsection-title-domaci: Domácí: <box>186 1176 258 1197</box>
article-headline: Nové ministerstvo uherské sestaveno <box>885 70 1219 88</box>
article-headline: Řeč dra. Körbra a maďarští liberálové. <box>471 1385 845 1402</box>
paragraph: slova: Bylo by zajímavo zvěděti, kdo jest nyní radcem koruny. Neboť již od dlouhé doby nebylo učiněno tolik a tak velkých chyb, jako v poslední čase. Armádní rozkaz byl krokem velice pochybným, vlastnoruční list císařův nic na něm nepravuje. A k tomu nyní přistupuje dokonce povolání v čelo ministerstva uherského muže, který po známých úplatkových skandálech musil ustoupiti. Jak se zdá, získala převahu právě strana vojenská. „Jsem pevně přesvědčen“ praví nejmenovaný mladočeský politik, „že tento vojenský režim brzy dohospodaří. Pan dr. Körber a hrabě Khuen budou dle všech předpokladů odklizeni, ale kdo ví, co vše ještě padne jim za oběť!“ – Němečtí pokrokoví a němečtí velkostatkáři vidí ve vlastnoručním listě císařově a v opětném povolání hr. Khuena jen přirozené důsledky chování se opposice. Soudí též, že rozpuštění říšského sněmu uherského jest věcí již ujednanou. Zcela spokojeni s vlastnoručním listem císařovým i povoláním hr. Khuena v čelo ministerstva jsou němečtí lidovci, stejně katolická strana lidová doufá, že hr. Khuen bude s to, odstraniti zmatky v Uhrách a jen křesťanští sociálové nešetří se k zastupu spokojených, proto, že ve vlastnoručním listě císařově mluví se o jistých ústupcích. Stanovisko Poláků srovnává se v hlavním se stanoviskem nejmenovaného mladočeského politika. Jsou to ovšem jen opoziční Poláci, kteří jak armádní rozkaz, tak vlastnoruční list císařův pokládají za chybu, kterou přilito bylo jen oleje do ohně. Tímto způsobem se klid a pokoj v zemi nezjedná. <box>436 50 845 556</box>
paragraph: dra. ryt. Plačka a soudr. Schönerera – dra. Bareuthera a Choc – Klofáče, by odvolán byl výnos o ponechání vojínů III. ročníku v činné službě. <box>17 50 427 102</box>
article-headline: Vlastnoruční list císařův hrab. Khuenovi <box>52 1524 427 1541</box>
article-body: nezpůsobil také značnějšího vzrušení. Také neobsahoval nic jiného proti armádnímu rozkazu a líčil se od něho jen tím, že byl formy uhlazenější. Co v armádním rozkazu bylo řečeno slovy určitými s vojenskou bezohledností, to opakoval vlastnoruční list císařův výrazy mírnými, slohem diplomatickým. Jednotlivé strany ovšem pochopitelně hledí odpovídá stanovisku jich v odhadu jeho, tak že hned své stanovisko, které zaujaly také odpovídá stanovisku jich vůči armádnímu rozkazu. Z řad českých poslanců svobodomyslných padla případná <box>17 1541 427 1733</box>
article-headline: Drobné zprávy. <box>1310 212 1444 230</box>
paragraph: Posl. Fresl v české řeči si stěžoval, že vláda nevyslala do sněmovny člověka, jenž by rozuměl českým vykladům. <box>17 956 427 1008</box>
paragraph: Posl. dr. ryt. Plaček odůvodňuje svůj pilný návrh. Praví, že ministerský předseda dnes mluvil příliš demagogicky řka, že ta strana, která nebude hlasovati pro vládní předlohu, jest vinna zadržením vojínů třetího ročníku. Takovou řeč by nikdo neočekával z úst ministerského předsedy. Jednání vlády není nic jiného nežli využitkování armádního rozkazu k její jednostranným cílům. (Souhlas.) Čechové měli býti morálně donuceni, aby z ohledu na hlas lidu vyvinuli zákonodárnou činnost. To by byl velký úspěch a ministerský předseda objevil by se jako vůdce dělného parlamentu. Nevypadá to však jako mobilisace proti druhé polovině říše? My nemáme příčin stavěti se jako nepřátelé proti snahám Maďarů. Naopak, po čem touží uherský národ, a co jest úplně spravedlivé, to dovede si i u nás získati sympatie. (Souhlas.) <box>17 105 427 384</box>
